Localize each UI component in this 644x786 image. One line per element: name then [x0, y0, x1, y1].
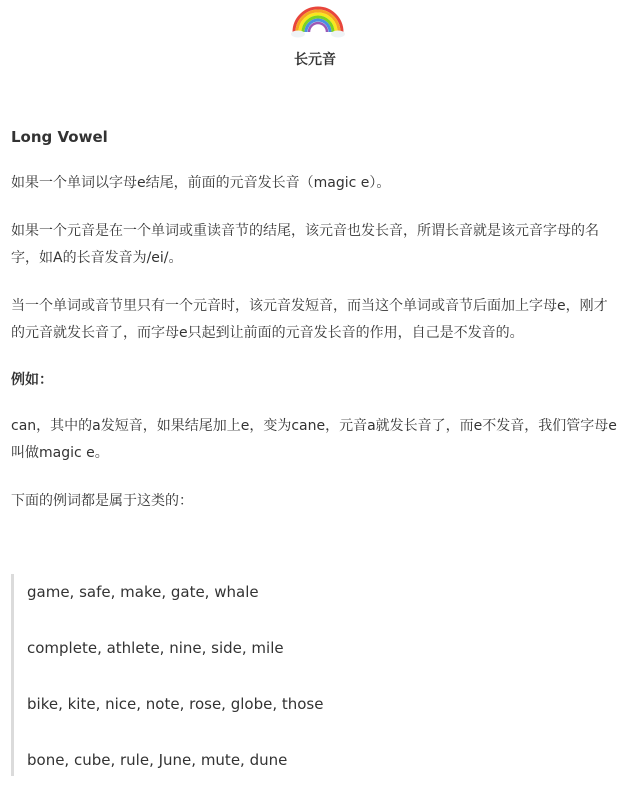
paragraph-example: can，其中的a发短音，如果结尾加上e，变为cane，元音a就发长音了，而e不发音，我们管字母e叫做magic e。: [11, 418, 617, 461]
section-title: 长元音: [294, 52, 336, 68]
article-heading: Long Vowel: [11, 128, 108, 146]
example-label: 例如：: [11, 372, 53, 388]
article-body: [11, 125, 621, 515]
list-item: bone, cube, rule, June, mute, dune: [27, 751, 288, 769]
list-item: bike, kite, nice, note, rose, globe, those: [27, 695, 324, 713]
paragraph-open-syllable: 如果一个元音是在一个单词或重读音节的结尾，该元音也发长音，所谓长音就是该元音字母的名字，如A的长音发音为/ei/。: [11, 223, 599, 266]
paragraph-short-long: 当一个单词或音节里只有一个元音时，该元音发短音，而当这个单词或音节后面加上字母e，刚才的元音就发长音了，而字母e只起到让前面的元音发长音的作用，自己是不发音的。: [11, 298, 608, 341]
list-item: game, safe, make, gate, whale: [27, 583, 259, 601]
paragraph-magic-e: 如果一个单词以字母e结尾，前面的元音发长音（magic e）。: [11, 175, 391, 191]
list-item: complete, athlete, nine, side, mile: [27, 639, 284, 657]
example-word-list: [11, 574, 624, 776]
list-intro: 下面的例词都是属于这类的：: [11, 493, 193, 509]
rainbow-icon: [290, 4, 346, 40]
